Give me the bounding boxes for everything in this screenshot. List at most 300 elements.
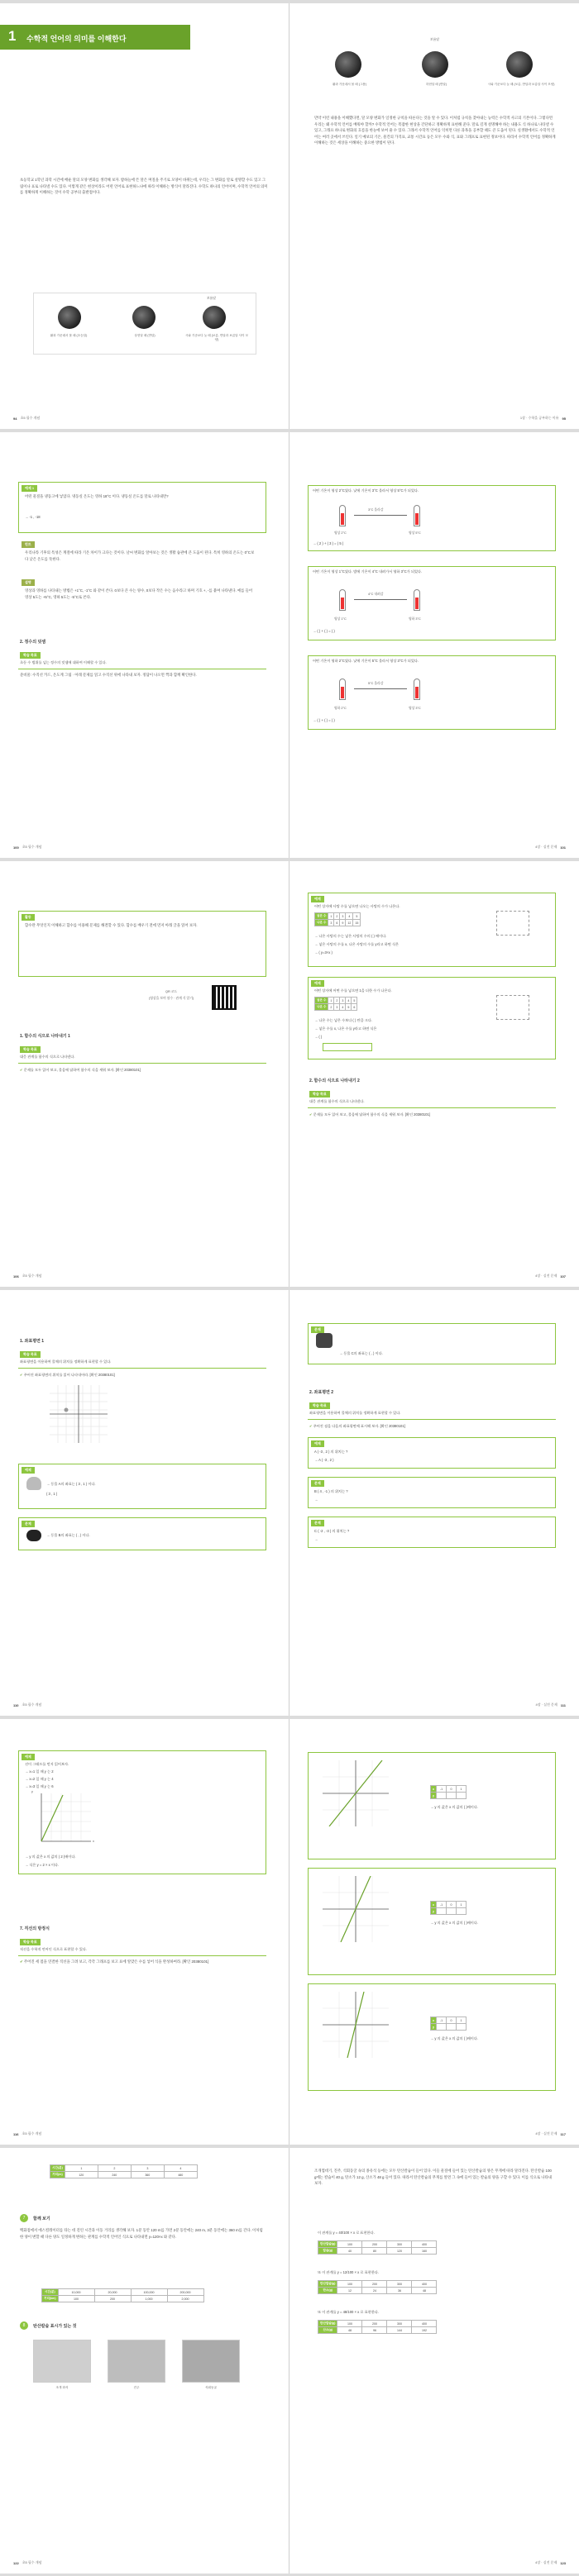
table-cell: 40	[337, 2248, 362, 2255]
page-number: 123	[560, 2560, 566, 2565]
answer-input[interactable]	[323, 1043, 372, 1051]
table-input-cell[interactable]	[447, 2024, 457, 2031]
qr-code[interactable]	[212, 985, 237, 1010]
table-header-cell: 탄산칼슘(g)	[318, 2241, 337, 2248]
question-text	[309, 1424, 405, 1429]
right-temp-2: 영하 3°C	[409, 617, 421, 621]
table-header-cell: x	[431, 1786, 437, 1793]
table-cell: 300	[387, 2321, 412, 2327]
table-cell: 240	[98, 2172, 131, 2178]
table-header-cell: 나온 수	[315, 1004, 328, 1011]
running-head: 4장 · 실전 문제	[535, 845, 557, 849]
moon-figure-label: 보름달	[430, 38, 440, 41]
change-label-2: 4°C 내려감	[368, 593, 384, 596]
point-text: C ( -2 , -3 ) 의 위치는 ?	[314, 1529, 350, 1533]
page-number: 107	[560, 1274, 566, 1278]
point-text: A ( -3 , 2 ) 의 위치는 ?	[314, 1450, 348, 1454]
arrow-icon	[354, 599, 407, 600]
learn-tag: 학습 목표	[20, 1046, 41, 1053]
page-number: 116	[13, 2131, 19, 2136]
question-text	[309, 1112, 430, 1117]
table-cell: 100	[337, 2281, 362, 2288]
example-text: 어떤 상자에 어떤 수를 넣으면 1을 더한 수가 나온다.	[314, 988, 392, 993]
learn-tag: 학습 목표	[309, 1091, 330, 1098]
oxygen-table	[318, 2320, 437, 2334]
table-cell: -1	[437, 1786, 447, 1793]
folio-117	[535, 2131, 566, 2136]
running-head: 초5 필수 개념	[22, 1274, 42, 1278]
example-line-1: 선이 그래프를 먼저 읽어보자.	[25, 1762, 69, 1766]
table-cell: 0	[447, 2017, 457, 2024]
table-cell: 3	[334, 1004, 340, 1011]
problem-answer: → 동물 B의 좌표는 ( , ) 이다.	[46, 1533, 90, 1537]
table-cell: 200	[362, 2241, 387, 2248]
page-number: 106	[13, 1274, 19, 1278]
table-cell: 200	[362, 2321, 387, 2327]
table-input-cell[interactable]	[447, 1793, 457, 1799]
graph-x-label: x	[93, 1840, 94, 1843]
table-input-cell[interactable]	[437, 1908, 447, 1915]
formula-1: 이 관계를 y = 40/100 × x 로 표현한다.	[318, 2231, 375, 2235]
table-cell: -1	[437, 1902, 447, 1908]
activity-box	[18, 911, 266, 977]
table-cell: 3	[328, 920, 334, 926]
page-117	[290, 1719, 579, 2145]
table-cell: -1	[437, 2017, 447, 2024]
moon-caption-3: 시와 기준보다 늦 때 (보름, 반달과 보름달 사이 모양)	[184, 334, 249, 341]
problem-text-2: 어떤 기온이 영상 1°C였다. 밤에 기온이 4°C 내려가서 영하 3°C가 되었다.	[313, 569, 423, 574]
question-label: 주어진 좌표평면의 위치를 읽어 나타내어라. [확인 20380101]	[23, 1373, 115, 1377]
table-cell: 6	[334, 920, 340, 926]
line-graph	[33, 1793, 91, 1851]
page-122	[0, 2148, 290, 2574]
point-tag: 문제	[311, 1480, 324, 1487]
page-number: 95	[562, 416, 566, 421]
table-cell: 200	[362, 2281, 387, 2288]
question-label: 문제를 모두 읽어 보고, 물음에 답하여 함수의 식을 세워 보자. [확인 20380101]	[23, 1068, 141, 1072]
point-text: B ( 4 , -1 ) 의 위치는 ?	[314, 1489, 348, 1493]
goal-tag: 학습 목표	[20, 652, 41, 659]
table-cell: 12	[346, 920, 353, 926]
right-temp-3: 영상 3°C	[409, 707, 421, 710]
section-body: 백화점에서 에스컬레이터를 타는 데 걸린 시간과 이동 거리를 생각해 보자. 1분 동안 120 m를 가면 2분 동안에는 240 m, 3분 동안에는 360 m를 간다. 이처럼 한 양이 변할 때 다른 양도 일정하게 변하는 관계를 수학적 언어인 식으로 나타내면 y=120×x 와 같다.	[20, 2228, 263, 2239]
section-number-badge: 8	[20, 2321, 28, 2330]
table-header-cell: 시간(분)	[50, 2165, 65, 2172]
running-head: 초5 필수 개념	[20, 416, 41, 420]
left-temp-1: 영상 2°C	[334, 531, 347, 535]
speed-table	[50, 2164, 198, 2178]
photo-caption-1: 조개 화석	[55, 2386, 69, 2389]
running-head: 4장 · 실전 문제	[535, 1702, 557, 1707]
table-cell: 200	[94, 2296, 131, 2302]
example-answer: → -1 , -18	[25, 515, 41, 519]
page-123	[290, 2148, 579, 2574]
table-cell: 5	[352, 998, 357, 1004]
question-text	[20, 1068, 141, 1073]
change-label-3: 5°C 올라감	[368, 682, 384, 685]
learn-text: 좌표평면을 이용하여 물체의 위치를 정확하게 표현할 수 있다.	[20, 1359, 112, 1364]
answer-3: → ( ) + ( ) = ( )	[313, 718, 335, 722]
formula-3: 또 이 관계를 y = 48/100 × x 로 표현한다.	[318, 2310, 379, 2314]
table-input-cell[interactable]	[447, 1908, 457, 1915]
folio-123	[535, 2560, 566, 2565]
arrow-icon	[354, 688, 407, 689]
table-cell: 100,000	[131, 2289, 167, 2296]
machine-illustration	[496, 911, 529, 936]
answer-1: → ( 2 ) + ( 3 ) = ( 5 )	[313, 541, 344, 545]
cat-icon	[316, 1333, 333, 1348]
table-cell: 6	[352, 1004, 357, 1011]
moon-caption-5: 하현달 때 (반달)	[425, 83, 447, 86]
left-temp-2: 영상 1°C	[334, 617, 347, 621]
table-cell: 12	[337, 2288, 362, 2294]
section-heading: 7. 직선의 방정식	[20, 1926, 50, 1931]
coordinate-graph-3	[323, 1992, 389, 2058]
divider	[18, 1368, 266, 1369]
table-cell: 36	[387, 2288, 412, 2294]
graph-answer: → y 의 값은 x 의 값의 ( )배이다.	[430, 1805, 479, 1809]
table-cell: 4	[164, 2165, 197, 2172]
folio-106	[13, 1274, 41, 1278]
folio-107	[535, 1274, 566, 1278]
moon-image-2	[132, 306, 156, 329]
table-input-cell[interactable]	[457, 1793, 467, 1799]
table-header-cell: x	[431, 2017, 437, 2024]
moon-caption-4: 활과 가운데서 볼 때 (그믐)	[332, 83, 367, 86]
page-100	[0, 432, 290, 858]
goal-text: 초등 수 범위를 넘는 정수의 덧셈에 대하여 이해할 수 있다.	[20, 660, 107, 664]
table-header-cell: 탄산칼슘(g)	[318, 2321, 337, 2327]
table-cell: 2	[334, 913, 340, 920]
section-heading: 함께 보기	[33, 2217, 50, 2221]
page-101	[290, 432, 579, 858]
running-head: 4장 · 실전 문제	[535, 2131, 557, 2136]
thermometer-icon	[339, 505, 346, 526]
problem-box	[308, 1323, 556, 1364]
spread-3	[0, 861, 579, 1287]
running-head: 초5 필수 개념	[22, 845, 42, 849]
table-cell: 120	[65, 2172, 98, 2178]
table-cell: 1	[65, 2165, 98, 2172]
table-cell: 3	[340, 998, 346, 1004]
example-line-4: → x=3 일 때 y 는 6	[25, 1784, 54, 1788]
table-cell: 2	[328, 1004, 334, 1011]
table-cell: 3	[340, 913, 346, 920]
example-text: 어떤 물질을 냉동고에 넣었다. 냉동실 온도는 영하 18°C 이다. 냉동실 온도를 말로 나타내면?	[25, 494, 169, 498]
table-cell: 360	[131, 2172, 164, 2178]
qr-caption: QR 코드	[165, 990, 178, 993]
page-94	[0, 3, 290, 429]
xy-table-2	[430, 1901, 467, 1915]
graph-answer: → y 의 값은 x 의 값의 ( )배이다.	[430, 1921, 479, 1925]
table-header-cell: 칼슘(g)	[318, 2248, 337, 2255]
page-111	[290, 1290, 579, 1716]
table-cell: 300	[387, 2241, 412, 2248]
example-tag: 예제	[311, 896, 324, 902]
table-cell: 200,000	[167, 2289, 203, 2296]
problem-text-1: 어떤 기온이 영상 2°C였다. 낮에 기온이 3°C 올라서 영상 5°C가 되었다.	[313, 488, 419, 493]
moon-image-3	[203, 306, 226, 329]
section-heading: 탄산칼슘 표시가 있는 것	[33, 2324, 77, 2329]
sheep-icon	[26, 1530, 41, 1541]
table-cell: 96	[362, 2327, 387, 2334]
table-cell: 3	[131, 2165, 164, 2172]
body-paragraph: 만약 이런 내용을 이해했다면, 달 모양 변화가 일정한 규칙을 따른다는 것을 알 수 있다. 이처럼 규칙을 찾아내는 능력은 수학적 사고의 기본이다. 그렇다면 우리는 왜 수학적 언어를 배워야 할까? 수학적 언어는 복잡한 현상을 간단하고 정확하게 표현해 준다. 말로 길게 설명해야 하는 내용도 식 하나로 나타낼 수 있고, 그래프 하나로 변화의 흐름을 한눈에 보여 줄 수 있다. 그래서 수학적 언어를 익히면 다른 과목을 공부할 때도 큰 도움이 된다. 실생활에서도 수학적 언어는 여러 곳에서 쓰인다. 일기 예보의 기온, 물건의 가격표, 교통 시간표 등은 모두 수와 식, 표와 그래프로 표현된 정보이다. 따라서 수학적 언어를 정확하게 이해하는 것은 세상을 이해하는 중요한 방법이 된다.	[314, 116, 556, 145]
example-answer-label: → ( )	[314, 1035, 323, 1039]
table-cell: 4	[346, 998, 352, 1004]
learn-text: 대응 관계를 함수의 식으로 나타낸다.	[20, 1055, 75, 1059]
section-heading: 2. 함수의 식으로 나타내기 2	[309, 1078, 360, 1083]
folio-116	[13, 2131, 41, 2136]
table-cell: 15	[353, 920, 361, 926]
page-number: 94	[13, 416, 17, 421]
xy-table-3	[430, 2017, 467, 2031]
table-cell: 10,000	[58, 2289, 94, 2296]
table-cell: 2,000	[167, 2296, 203, 2302]
io-table-2	[314, 997, 357, 1011]
pearl-photo	[108, 2340, 165, 2383]
moon-image-6	[506, 51, 533, 78]
table-cell: 48	[337, 2327, 362, 2334]
question-label: 문제를 모두 읽어 보고, 물음에 답하여 함수의 식을 세워 보자. [확인 20380101]	[313, 1112, 430, 1117]
section-number-badge: 7	[20, 2214, 28, 2222]
activity-text: 함수란 무엇인지 이해하고 함수를 이용해 문제를 해결할 수 있다. 함수를 배우기 전에 먼저 아래 글을 읽어 보자.	[25, 923, 198, 927]
running-head: 4장 · 실전 문제	[535, 2560, 557, 2564]
divider	[308, 1107, 556, 1108]
page-95	[290, 3, 579, 429]
photo-caption-2: 진주	[133, 2386, 140, 2389]
table-cell: 1	[328, 913, 334, 920]
table-header-cell: 시간(분)	[42, 2289, 59, 2296]
point-answer: →	[314, 1537, 318, 1541]
photo-caption-3: 석회동굴	[205, 2386, 217, 2389]
example-tag: 예제	[22, 1467, 35, 1474]
moon-caption-1: 활과 가운데서 볼 때 (초승달)	[50, 334, 88, 337]
learn-text: 직선을 수학적 언어인 식으로 표현할 수 있다.	[20, 1947, 87, 1951]
table-input-cell[interactable]	[437, 2024, 447, 2031]
page-110	[0, 1290, 290, 1716]
spread-4	[0, 1290, 579, 1716]
change-label-1: 3°C 올라감	[368, 508, 384, 512]
page-number: 117	[560, 2131, 566, 2136]
coordinate-graph-2	[323, 1876, 389, 1942]
example-tag: 예제 1	[22, 485, 37, 492]
thermometer-icon	[339, 589, 346, 611]
example-line-2: → x=1 일 때 y 는 2	[25, 1769, 54, 1774]
learn-tag: 학습 목표	[309, 1402, 330, 1409]
check-icon: ✔	[20, 1959, 24, 1964]
running-head: 초5 필수 개념	[22, 1702, 42, 1707]
coordinate-graph-1	[323, 1760, 389, 1826]
table-header-cell: 산소(g)	[318, 2327, 337, 2334]
table-cell: 4	[340, 1004, 346, 1011]
table-cell: 1	[457, 1786, 467, 1793]
point-tag: 예제	[311, 1440, 324, 1447]
section-heading: 2. 정수의 덧셈	[20, 640, 46, 645]
qr-subcaption: (영상을 보며 함수 · 관계 식 알기)	[149, 997, 194, 1000]
table-cell: 80	[362, 2248, 387, 2255]
right-temp-1: 영상 5°C	[409, 531, 421, 535]
activity-text: 준비물: 수직선 카드, 온도계 그림 · 아래 문제를 읽고 수직선 위에 나타내 보자. 정답이 나오면 짝과 함께 확인한다.	[20, 673, 197, 677]
table-cell: 24	[362, 2288, 387, 2294]
problem-text-3: 어떤 기온이 영하 2°C였다. 낮에 기온이 5°C 올라서 영상 3°C가 되었다.	[313, 659, 419, 663]
moon-figure-label: 보름달	[207, 297, 217, 300]
table-cell: 20,000	[94, 2289, 131, 2296]
check-icon: ✔	[20, 1373, 24, 1377]
table-cell: 1	[457, 1902, 467, 1908]
left-temp-3: 영하 2°C	[334, 707, 347, 710]
table-cell: 1,000	[131, 2296, 167, 2302]
cave-photo	[182, 2340, 240, 2383]
divider	[308, 1419, 556, 1420]
folio-95	[520, 416, 566, 421]
table-header-cell: 넣은 수	[315, 913, 328, 920]
table-header-cell: 탄산칼슘(g)	[318, 2281, 337, 2288]
table-header-cell: 탄소(g)	[318, 2288, 337, 2294]
table-cell: 5	[353, 913, 361, 920]
table-cell: 48	[412, 2288, 437, 2294]
hint-tag: 힌트	[22, 541, 35, 548]
formula-2: 또 이 관계를 y = 12/100 × x 로 표현한다.	[318, 2270, 379, 2274]
table-header-cell: 넣은 수	[315, 998, 328, 1004]
moon-caption-2: 상현달 때 (반달)	[134, 334, 156, 337]
folio-101	[535, 845, 566, 850]
chapter-number: 1	[8, 28, 17, 44]
table-cell: 2	[334, 998, 340, 1004]
answer-2: → ( ) + ( ) = ( )	[313, 629, 335, 633]
question-label: 주어진 세 점을 연결한 직선을 그려 보고, 각각 그래프를 보고 표에 알맞은 수를 넣어 식을 완성하여라. [확인 20380101]	[23, 1959, 209, 1964]
example-q1: → 나온 사탕의 수는 넣은 사탕의 수의 ( ) 배이다.	[314, 934, 387, 938]
moon-caption-6: 시와 기준보다 늦 때 (보름, 반달과 보름달 사이 모양)	[487, 83, 555, 86]
arrow-icon	[354, 515, 407, 516]
table-header-cell: 거리(km)	[42, 2296, 59, 2302]
spread-6	[0, 2148, 579, 2574]
problem-answer: → 동물 C의 좌표는 ( , ) 이다.	[339, 1351, 383, 1355]
point-answer: →	[314, 1498, 318, 1502]
activity-tag: 활동	[22, 914, 35, 921]
thermometer-icon	[414, 589, 420, 611]
coordinate-grid	[50, 1385, 108, 1443]
example-q1: → 나온 수는 넣은 수보다 ( ) 만큼 크다.	[314, 1018, 373, 1022]
table-cell: 480	[164, 2172, 197, 2178]
table-header-cell: y	[431, 1908, 437, 1915]
running-head: 4장 · 실전 문제	[535, 1274, 557, 1278]
divider	[18, 1955, 266, 1956]
example-tag: 예제	[22, 1754, 35, 1760]
table-cell: 400	[412, 2241, 437, 2248]
rabbit-icon	[26, 1477, 41, 1490]
point-answer: → A ( -3 , 2 )	[314, 1458, 334, 1462]
table-input-cell[interactable]	[437, 1793, 447, 1799]
table-input-cell[interactable]	[457, 1908, 467, 1915]
chapter-title: 수학적 언어의 의미를 이해한다	[26, 35, 127, 43]
note-text: 영상과 영하를 나타내는 방법은 +1°C, -1°C 와 같이 쓴다. 0보다 큰 수는 양수, 0보다 작은 수는 음수라고 하며 기호 +, -를 붙여 나타낸다. 예를 들어 영상 5도는 +5°C, 영하 5도는 -5°C로 쓴다.	[25, 588, 253, 599]
folio-94	[13, 416, 40, 421]
distance-table	[41, 2288, 204, 2302]
page-107	[290, 861, 579, 1287]
running-head: 초5 필수 개념	[22, 2560, 42, 2564]
table-header-cell: 나온 수	[315, 920, 328, 926]
check-icon: ✔	[309, 1424, 313, 1428]
learn-tag: 학습 목표	[20, 1939, 41, 1945]
page-106	[0, 861, 290, 1287]
moon-image-4	[335, 51, 361, 78]
table-cell: 160	[412, 2248, 437, 2255]
table-cell: 400	[412, 2321, 437, 2327]
running-head: 초5 필수 개념	[22, 2131, 42, 2136]
table-cell: 4	[346, 913, 353, 920]
table-cell: 1	[457, 2017, 467, 2024]
page-number: 110	[13, 1702, 19, 1707]
page-number: 111	[560, 1702, 566, 1707]
chapter-banner	[0, 25, 190, 50]
learn-text: 대응 관계를 함수의 식으로 나타낸다.	[309, 1099, 365, 1103]
table-cell: 0	[447, 1902, 457, 1908]
table-cell: 100	[58, 2296, 94, 2302]
graph-y-label: y	[31, 1790, 33, 1793]
table-cell: 5	[346, 1004, 352, 1011]
table-cell: 120	[387, 2248, 412, 2255]
page-number: 101	[560, 845, 566, 850]
intro-paragraph: 초등학교 1학년 과학 시간에 배운 달의 모양 변화를 생각해 보자. 밤하늘에 뜬 달은 며칠을 주기로 모양이 바뀌는데, 우리는 그 변화를 말로 설명할 수도 있고 그림이나 표로 나타낼 수도 있다. 이렇게 같은 현상이라도 어떤 언어로 표현하느냐에 따라 이해하는 방식이 달라진다. 수학도 하나의 언어이며, 수학적 언어의 의미를 정확하게 이해하는 것이 수학 공부의 출발점이다.	[20, 178, 268, 195]
table-cell: 100	[337, 2241, 362, 2248]
folio-111	[536, 1702, 566, 1707]
example-q3: → ( y=3×x )	[314, 950, 333, 955]
table-header-cell: y	[431, 1793, 437, 1799]
io-table-1	[314, 912, 361, 926]
learn-text: 좌표평면을 이용하여 물체의 위치를 정확하게 표현할 수 있다.	[309, 1411, 401, 1415]
thermometer-icon	[339, 679, 346, 700]
thermometer-icon	[414, 679, 420, 700]
folio-100	[13, 845, 41, 850]
thermometer-icon	[414, 505, 420, 526]
note-tag: 설명	[22, 579, 35, 586]
fossil-photo	[33, 2340, 91, 2383]
table-header-cell: x	[431, 1902, 437, 1908]
carbon-table	[318, 2280, 437, 2294]
graph-answer-1: → y 의 값은 x 의 값의 ( 2 )배이다.	[25, 1855, 76, 1859]
example-note: ( 3 , 1 )	[46, 1492, 58, 1496]
table-cell: 0	[447, 1786, 457, 1793]
section-heading: 2. 좌표평면 2	[309, 1390, 334, 1395]
moon-image-5	[422, 51, 448, 78]
table-input-cell[interactable]	[457, 2024, 467, 2031]
divider	[18, 1063, 266, 1064]
page-number: 100	[13, 845, 19, 850]
question-label: 주어진 점을 다음의 좌표평면에 표시해 보자. [확인 20380101]	[313, 1424, 405, 1428]
spread-2	[0, 432, 579, 858]
folio-110	[13, 1702, 41, 1707]
xy-table-1	[430, 1785, 467, 1799]
problem-tag: 문제	[22, 1521, 35, 1527]
example-tag: 예제	[311, 980, 324, 987]
moon-image-1	[58, 306, 81, 329]
calcium-table	[318, 2240, 437, 2255]
table-cell: 9	[340, 920, 346, 926]
table-cell: 400	[412, 2281, 437, 2288]
check-icon: ✔	[309, 1112, 313, 1117]
table-cell: 192	[412, 2327, 437, 2334]
table-header-cell: y	[431, 2024, 437, 2031]
example-text: 어떤 상자에 사탕 수를 넣으면 나오는 사탕의 수가 나온다.	[314, 904, 400, 908]
running-head: 1장 · 수학을 공부하는 이유	[519, 416, 559, 420]
check-icon: ✔	[20, 1068, 24, 1072]
section-heading: 1. 좌표평면 1	[20, 1339, 45, 1344]
table-cell: 144	[387, 2327, 412, 2334]
body-paragraph: 조개껍데기, 진주, 석회동굴 속의 종유석 등에는 모두 탄산칼슘이 들어 있다. 이들 물질에 들어 있는 탄산칼슘의 양은 무게에 따라 달라진다. 탄산칼슘 100 g에는 칼슘이 40 g, 탄소가 12 g, 산소가 48 g 들어 있다. 따라서 탄산칼슘의 무게를 알면 그 속에 들어 있는 칼슘의 양을 구할 수 있다. 이를 식으로 나타내 보자.	[314, 2169, 553, 2186]
section-heading: 1. 함수의 식으로 나타내기 1	[20, 1034, 70, 1039]
page-116	[0, 1719, 290, 2145]
